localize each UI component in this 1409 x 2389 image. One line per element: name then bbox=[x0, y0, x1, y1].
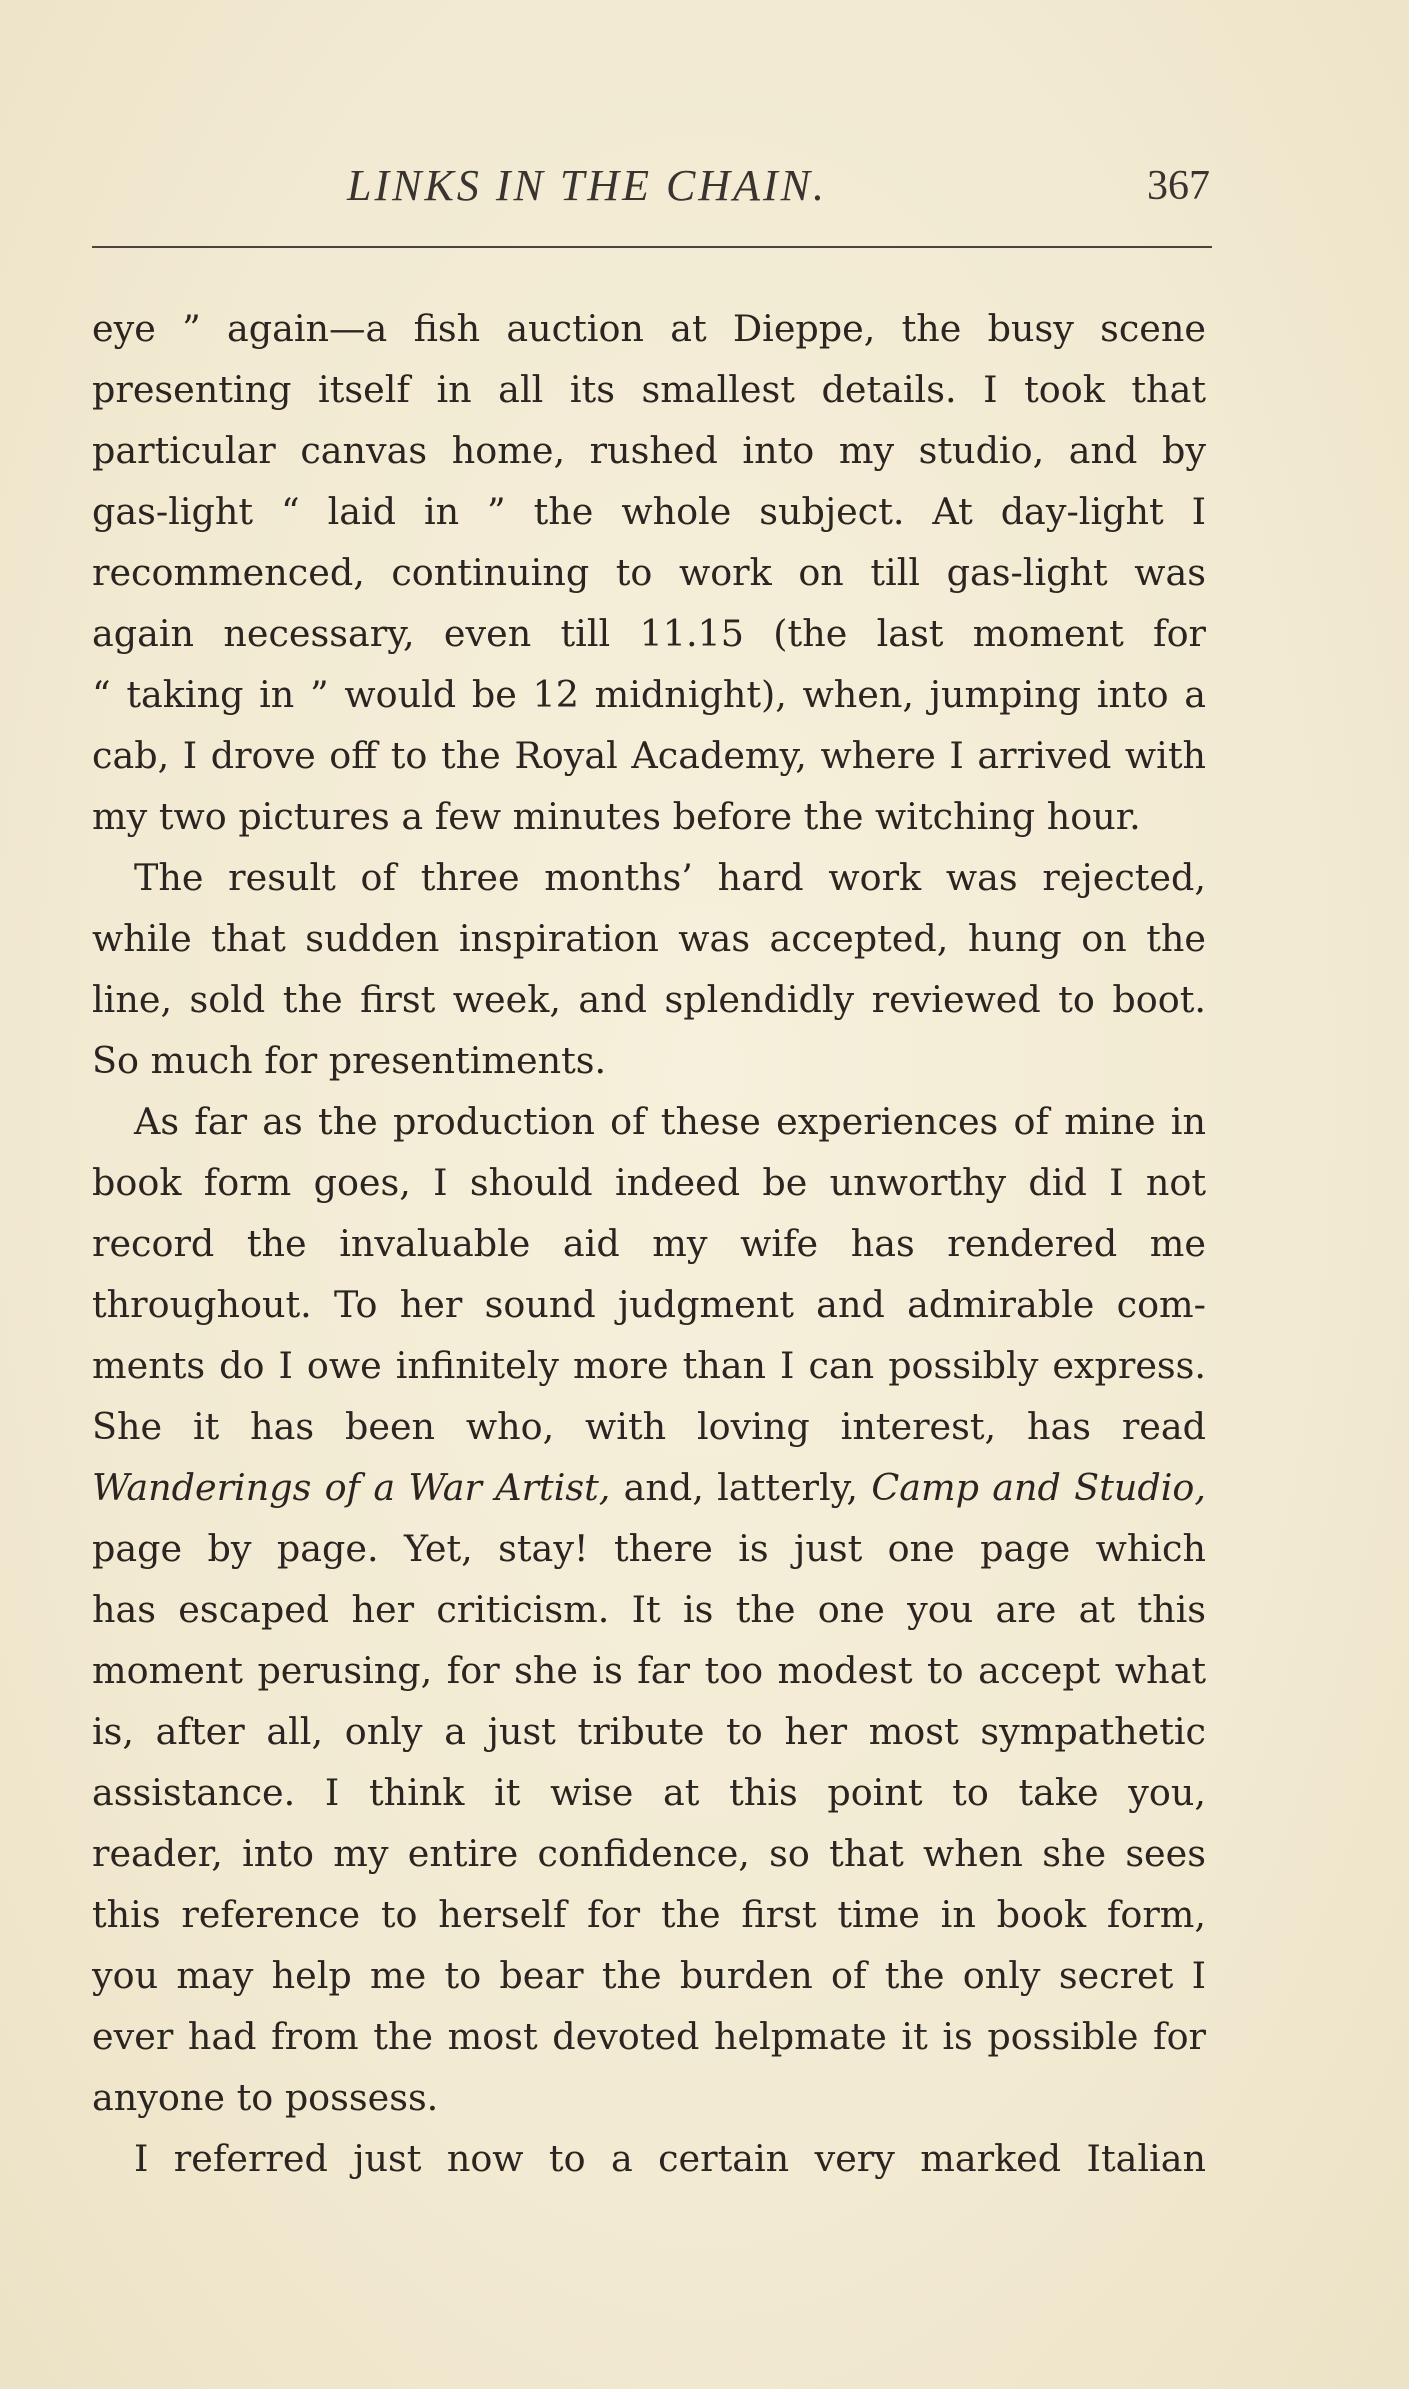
text-line: moment perusing, for she is far too modest to accept what bbox=[92, 1649, 1206, 1692]
text-line: recommenced, continuing to work on till gas-light was bbox=[92, 551, 1206, 594]
text-line: The result of three months’ hard work was rejected, bbox=[134, 856, 1206, 899]
book-title: Camp and Studio, bbox=[871, 1466, 1206, 1509]
text-line: again necessary, even till 11.15 (the last moment for bbox=[92, 612, 1206, 655]
header-rule bbox=[92, 246, 1212, 248]
paragraph-3 bbox=[92, 1091, 1206, 2128]
text-line: presenting itself in all its smallest details. I took that bbox=[92, 368, 1206, 411]
text-line: ments do I owe infinitely more than I can possibly express. bbox=[92, 1344, 1206, 1387]
paragraph-4 bbox=[92, 2128, 1206, 2189]
text-line: So much for presentiments. bbox=[92, 1039, 607, 1082]
body-text bbox=[92, 298, 1206, 2189]
text-line: line, sold the first week, and splendidly reviewed to boot. bbox=[92, 978, 1206, 1021]
text-line: throughout. To her sound judgment and admirable com- bbox=[92, 1283, 1206, 1326]
text-line: my two pictures a few minutes before the witching hour. bbox=[92, 795, 1141, 838]
text-line: reader, into my entire confidence, so that when she sees bbox=[92, 1832, 1206, 1875]
paragraph-2 bbox=[92, 847, 1206, 1091]
text-line: record the invaluable aid my wife has rendered me bbox=[92, 1222, 1206, 1265]
text-line: I referred just now to a certain very marked Italian bbox=[134, 2137, 1206, 2180]
text-line: is, after all, only a just tribute to her most sympathetic bbox=[92, 1710, 1206, 1753]
paragraph-1 bbox=[92, 298, 1206, 847]
text-line: page by page. Yet, stay! there is just one page which bbox=[92, 1527, 1206, 1570]
text-line: has escaped her criticism. It is the one you are at this bbox=[92, 1588, 1206, 1631]
text-line-with-titles bbox=[92, 1457, 1206, 1518]
text-line: She it has been who, with loving interest, has read bbox=[92, 1405, 1206, 1448]
text-line: assistance. I think it wise at this point to take you, bbox=[92, 1771, 1206, 1814]
text-line: you may help me to bear the burden of the only secret I bbox=[92, 1954, 1206, 1997]
running-head: LINKS IN THE CHAIN. bbox=[347, 161, 827, 210]
text-line: this reference to herself for the first time in book form, bbox=[92, 1893, 1206, 1936]
text-line: particular canvas home, rushed into my studio, and by bbox=[92, 429, 1206, 472]
text-line: ever had from the most devoted helpmate it is possible for bbox=[92, 2015, 1206, 2058]
text-fragment: and, latterly, bbox=[610, 1466, 872, 1509]
page-number: 367 bbox=[1147, 163, 1210, 209]
text-line: eye ” again—a fish auction at Dieppe, the busy scene bbox=[92, 307, 1206, 350]
text-line: As far as the production of these experiences of mine in bbox=[134, 1100, 1206, 1143]
text-line: gas-light “ laid in ” the whole subject. At day-light I bbox=[92, 490, 1206, 533]
page-header bbox=[92, 160, 1212, 220]
text-line: book form goes, I should indeed be unworthy did I not bbox=[92, 1161, 1206, 1204]
text-line: cab, I drove off to the Royal Academy, where I arrived with bbox=[92, 734, 1206, 777]
text-line: while that sudden inspiration was accepted, hung on the bbox=[92, 917, 1206, 960]
text-line: anyone to possess. bbox=[92, 2076, 439, 2119]
text-line: “ taking in ” would be 12 midnight), when, jumping into a bbox=[92, 673, 1206, 716]
book-title: Wanderings of a War Artist, bbox=[92, 1466, 611, 1509]
